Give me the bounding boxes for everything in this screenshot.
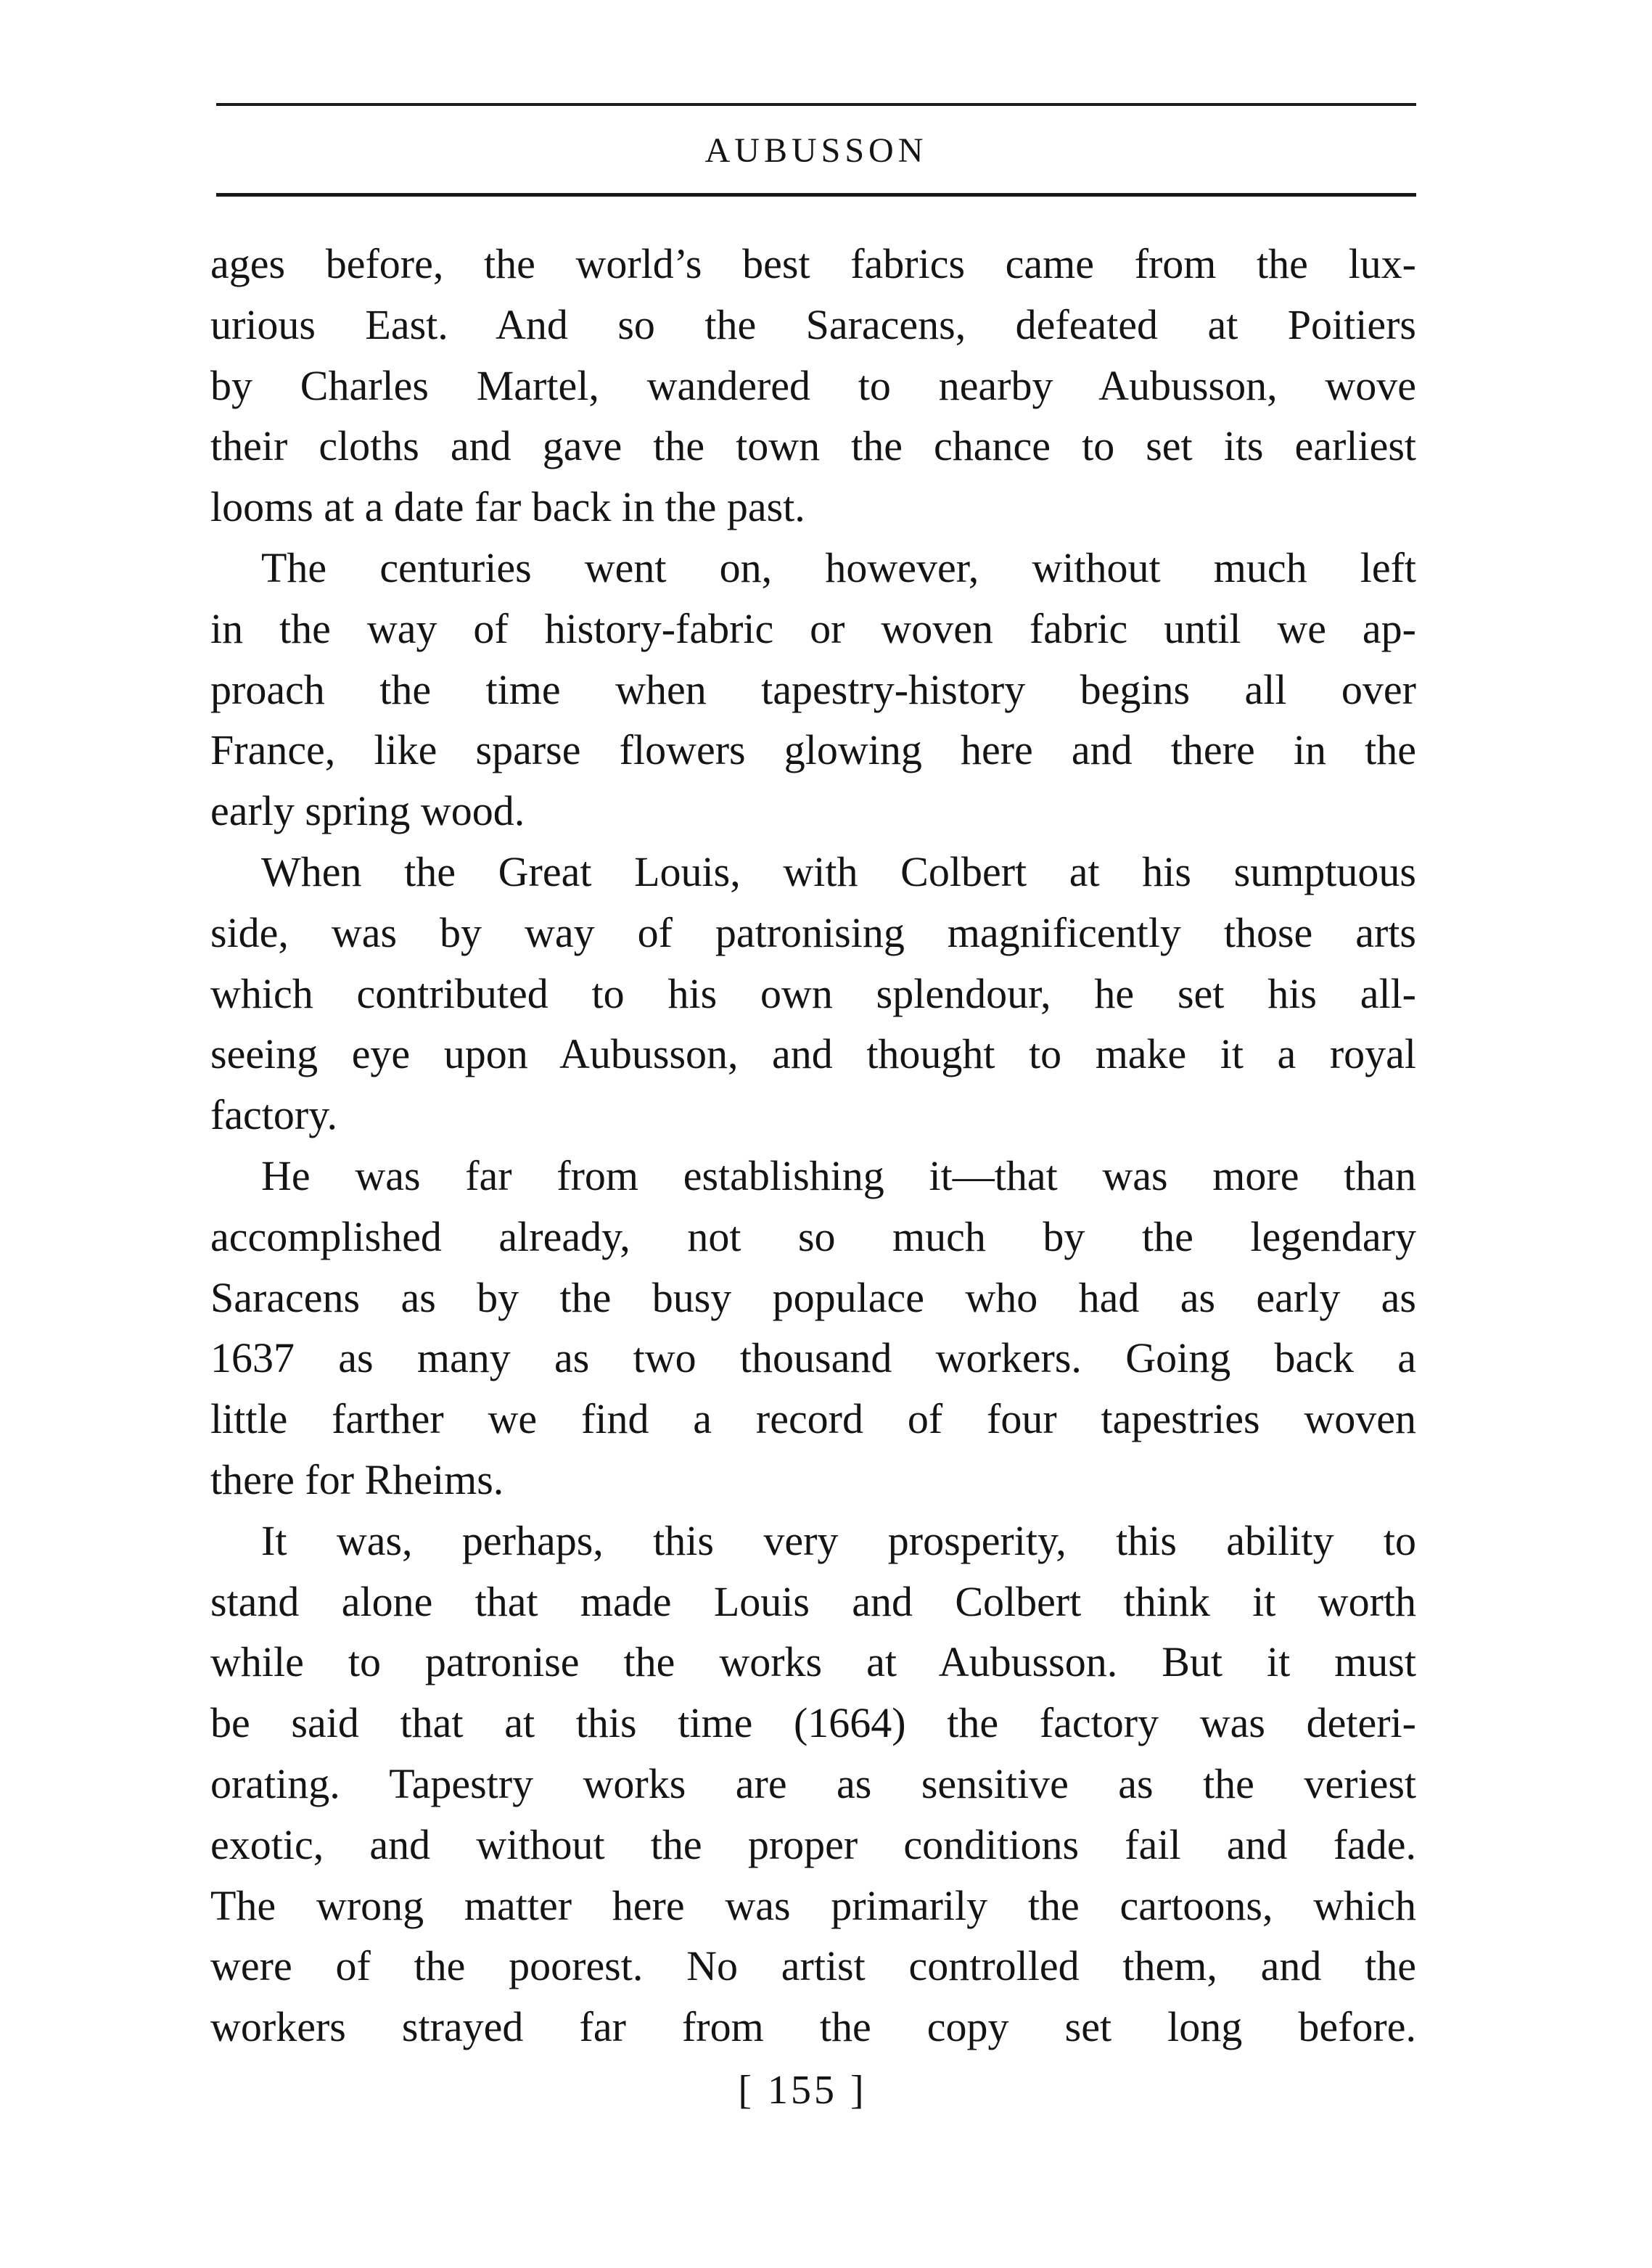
text-line: seeing eye upon Aubusson, and thought to make it a royal xyxy=(210,1030,1416,1078)
header-rule-top xyxy=(216,103,1416,106)
paragraph xyxy=(210,1146,1416,1511)
text-line: Saracens as by the busy populace who had as early as xyxy=(210,1273,1416,1321)
text-line: accomplished already, not so much by the legendary xyxy=(210,1212,1416,1260)
text-line: be said that at this time (1664) the factory was deteri- xyxy=(210,1699,1416,1747)
text-line: France, like sparse flowers glowing here and there in the xyxy=(210,726,1416,774)
text-line: there for Rheims. xyxy=(210,1455,504,1503)
text-line: factory. xyxy=(210,1091,337,1139)
paragraph xyxy=(210,234,1416,538)
text-line: exotic, and without the proper conditions fail and fade. xyxy=(210,1820,1416,1868)
running-head: AUBUSSON xyxy=(704,131,928,170)
text-line: stand alone that made Louis and Colbert think it worth xyxy=(210,1577,1416,1625)
text-line: were of the poorest. No artist controlled them, and the xyxy=(210,1942,1416,1990)
text-line: in the way of history-fabric or woven fabric until we ap- xyxy=(210,604,1416,652)
text-line: while to patronise the works at Aubusson. But it must xyxy=(210,1638,1416,1686)
text-line: The centuries went on, however, without much left xyxy=(261,543,1416,591)
text-line: He was far from establishing it—that was more than xyxy=(261,1151,1416,1199)
paragraph xyxy=(210,1511,1416,2058)
text-line: proach the time when tapestry-history begins all over xyxy=(210,665,1416,713)
text-line: It was, perhaps, this very prosperity, this ability to xyxy=(261,1516,1416,1564)
text-line: little farther we find a record of four tapestries woven xyxy=(210,1395,1416,1443)
text-line: 1637 as many as two thousand workers. Going back a xyxy=(210,1334,1416,1382)
body-text xyxy=(210,234,1416,2058)
text-line: side, was by way of patronising magnificently those arts xyxy=(210,908,1416,956)
text-line: their cloths and gave the town the chance to set its earliest xyxy=(210,422,1416,470)
text-line: The wrong matter here was primarily the cartoons, which xyxy=(210,1881,1416,1929)
text-line: orating. Tapestry works are as sensitive as the veriest xyxy=(210,1759,1416,1807)
text-line: ages before, the world’s best fabrics came from the lux- xyxy=(210,240,1416,287)
text-line: early spring wood. xyxy=(210,787,525,835)
paragraph xyxy=(210,538,1416,842)
text-line: When the Great Louis, with Colbert at his sumptuous xyxy=(261,847,1416,895)
paragraph xyxy=(210,842,1416,1146)
text-line: workers strayed far from the copy set long before. xyxy=(210,2003,1416,2051)
page-number: [ 155 ] xyxy=(738,2068,867,2113)
text-line: by Charles Martel, wandered to nearby Aubusson, wove xyxy=(210,361,1416,409)
text-line: urious East. And so the Saracens, defeated at Poitiers xyxy=(210,300,1416,348)
text-line: looms at a date far back in the past. xyxy=(210,483,805,531)
header-rule-bottom xyxy=(216,193,1416,197)
text-line: which contributed to his own splendour, he set his all- xyxy=(210,969,1416,1017)
